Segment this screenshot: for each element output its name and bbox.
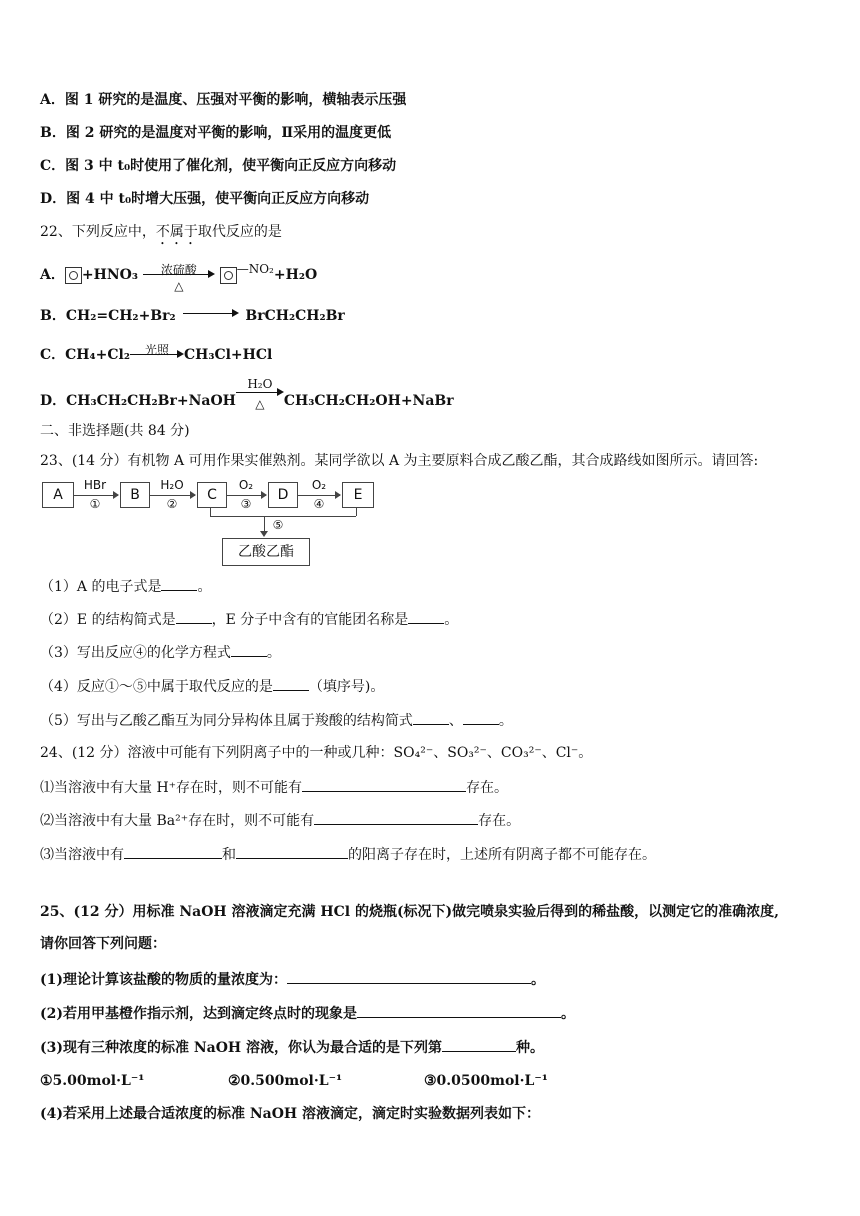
emphasis-not: 不属于 — [155, 224, 198, 240]
arrow-3-reagent: O₂ — [238, 478, 254, 492]
question-23-part-2: （2）E 的结构简式是 ，E 分子中含有的官能团名称是 。 — [40, 609, 458, 630]
option-21-b: B．图 2 研究的是温度对平衡的影响，Ⅱ采用的温度更低 — [40, 125, 392, 141]
option-22-d: D．CH₃CH₂CH₂Br+NaOH H₂O △ CH₃CH₂CH₂OH+NaBr — [40, 377, 454, 411]
node-e: E — [342, 482, 374, 508]
reaction-arrow: 浓硫酸 △ — [143, 262, 215, 288]
question-25-part-1: (1)理论计算该盐酸的物质的量浓度为： 。 — [40, 969, 545, 990]
arrow-1-reagent: HBr — [83, 478, 107, 492]
benzene-ring-icon — [220, 267, 237, 284]
arrow-3-step: ③ — [240, 497, 252, 511]
arrow-1-step: ① — [89, 497, 101, 511]
node-b: B — [120, 482, 150, 508]
option-22-b: B．CH₂=CH₂+Br₂ BrCH₂CH₂Br — [40, 303, 345, 329]
question-23-part-4: （4）反应①～⑤中属于取代反应的是 （填序号)。 — [40, 676, 384, 697]
reaction-arrow: 光照 — [130, 342, 184, 368]
question-25-part-4: (4)若采用上述最合适浓度的标准 NaOH 溶液滴定，滴定时实验数据列表如下： — [40, 1106, 541, 1122]
question-22-stem: 22、下列反应中，不属于取代反应的是 — [40, 224, 282, 240]
question-23-part-3: （3）写出反应④的化学方程式 。 — [40, 642, 281, 663]
option-22-c: C．CH₄+Cl₂ 光照 CH₃Cl+HCl — [40, 342, 272, 368]
option-21-a: A．图 1 研究的是温度、压强对平衡的影响，横轴表示压强 — [40, 92, 407, 108]
question-25-part-3: (3)现有三种浓度的标准 NaOH 溶液，你认为最合适的是下列第 种。 — [40, 1037, 544, 1058]
arrow-4-reagent: O₂ — [311, 478, 327, 492]
question-25-stem: 25、(12 分）用标准 NaOH 溶液滴定充满 HCl 的烧瓶(标况下)做完喷泉实验后得到的稀盐酸，以测定它的准确浓度, — [40, 904, 780, 920]
naoh-option-2: ②0.500mol·L⁻¹ — [228, 1073, 343, 1089]
question-24-part-2: ⑵当溶液中有大量 Ba²⁺存在时，则不可能有 存在。 — [40, 810, 520, 831]
node-c: C — [197, 482, 227, 508]
question-25-options — [40, 1071, 548, 1091]
section-heading: 二、非选择题(共 84 分) — [40, 423, 190, 439]
benzene-ring-icon — [65, 267, 82, 284]
question-25-part-2: (2)若用甲基橙作指示剂，达到滴定终点时的现象是 。 — [40, 1003, 575, 1024]
node-a: A — [42, 482, 74, 508]
naoh-option-1: ①5.00mol·L⁻¹ — [40, 1073, 145, 1089]
option-21-d: D．图 4 中 t₀时增大压强，使平衡向正反应方向移动 — [40, 191, 370, 207]
option-21-c: C．图 3 中 t₀时使用了催化剂，使平衡向正反应方向移动 — [40, 158, 397, 174]
node-d: D — [268, 482, 298, 508]
question-25-stem-cont: 请你回答下列问题： — [40, 936, 166, 952]
arrow-2-reagent: H₂O — [160, 478, 184, 492]
arrow-5-step: ⑤ — [272, 518, 284, 532]
question-24-stem: 24、(12 分）溶液中可能有下列阴离子中的一种或几种：SO₄²⁻、SO₃²⁻、CO₃²⁻、Cl⁻。 — [40, 745, 593, 761]
question-24-part-1: ⑴当溶液中有大量 H⁺存在时，则不可能有 存在。 — [40, 777, 508, 798]
arrow-2-step: ② — [166, 497, 178, 511]
synthesis-route-diagram — [42, 478, 382, 570]
question-23-part-5: （5）写出与乙酸乙酯互为同分异构体且属于羧酸的结构简式 、 。 — [40, 710, 513, 731]
naoh-option-3: ③0.0500mol·L⁻¹ — [424, 1073, 548, 1089]
arrow-4-step: ④ — [313, 497, 325, 511]
question-23-stem: 23、(14 分）有机物 A 可用作果实催熟剂。某同学欲以 A 为主要原料合成乙酸乙酯，其合成路线如图所示。请回答: — [40, 453, 759, 469]
question-24-part-3: ⑶当溶液中有 和 的阳离子存在时，上述所有阴离子都不可能存在。 — [40, 844, 656, 865]
question-23-part-1: （1）A 的电子式是 。 — [40, 576, 211, 597]
option-22-a: A． +HNO₃ 浓硫酸 △ —NO₂+H₂O — [40, 262, 318, 293]
reaction-arrow: H₂O △ — [236, 384, 284, 410]
node-ethyl-acetate: 乙酸乙酯 — [222, 538, 310, 566]
reaction-arrow — [183, 303, 239, 329]
